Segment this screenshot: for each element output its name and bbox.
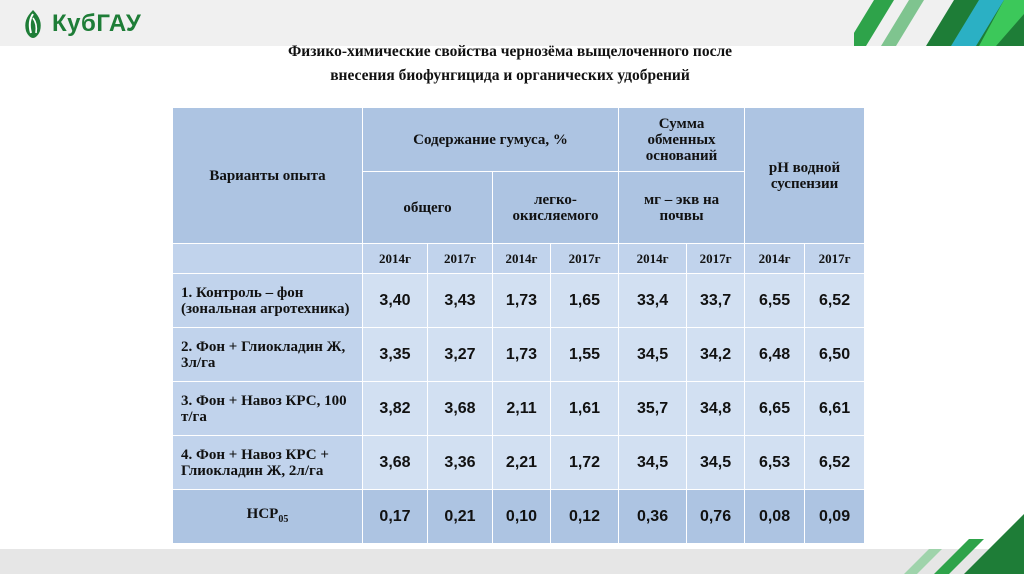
corner-decoration-bottom [874,514,1024,574]
year-header: 2017г [805,244,865,274]
title-line-2: внесения биофунгицида и органических удобрений [330,67,690,84]
table-cell: 3,43 [428,274,493,328]
header-bases-unit: мг – экв на почвы [619,172,745,244]
table-cell: 0,21 [428,490,493,544]
table-cell: 3,68 [428,382,493,436]
year-header: 2014г [745,244,805,274]
row-label: 3. Фон + Навоз КРС, 100 т/га [173,382,363,436]
header-bases: Сумма обменных оснований [619,108,745,172]
table-cell: 0,08 [745,490,805,544]
table-cell: 6,61 [805,382,865,436]
year-header: 2017г [551,244,619,274]
bottom-band [0,549,1024,574]
table-cell: 3,82 [363,382,428,436]
leaf-icon [22,9,44,39]
year-header: 2014г [363,244,428,274]
table-cell: 0,76 [687,490,745,544]
year-header: 2017г [428,244,493,274]
title-line-1: Физико-химические свойства чернозёма выщелоченного после [287,43,733,60]
table-cell: 0,36 [619,490,687,544]
table-cell: 3,68 [363,436,428,490]
logo-text: КубГАУ [52,10,142,37]
table-row [173,382,865,436]
table-cell: 1,61 [551,382,619,436]
data-table [172,107,865,544]
table-cell: 6,52 [805,436,865,490]
row-label: 2. Фон + Глиокладин Ж, 3л/га [173,328,363,382]
table-cell: 3,35 [363,328,428,382]
table-cell: 0,09 [805,490,865,544]
table-row [173,274,865,328]
lsd-row [173,490,865,544]
logo [22,8,141,40]
header-variants: Варианты опыта [173,108,363,244]
table-row [173,328,865,382]
year-header-blank [173,244,363,274]
year-header: 2014г [493,244,551,274]
table-cell: 1,55 [551,328,619,382]
table-cell: 1,72 [551,436,619,490]
table-cell: 6,52 [805,274,865,328]
table-cell: 34,5 [687,436,745,490]
table-cell: 1,73 [493,274,551,328]
table-cell: 34,2 [687,328,745,382]
table-cell: 6,48 [745,328,805,382]
table-cell: 6,65 [745,382,805,436]
table-row [173,436,865,490]
year-header: 2014г [619,244,687,274]
table-cell: 6,50 [805,328,865,382]
table-cell: 34,5 [619,328,687,382]
table-cell: 35,7 [619,382,687,436]
table-cell: 34,8 [687,382,745,436]
table-cell: 1,73 [493,328,551,382]
slide-title [200,40,820,88]
table-cell: 3,27 [428,328,493,382]
table-cell: 2,21 [493,436,551,490]
table-cell: 6,55 [745,274,805,328]
table-cell: 3,40 [363,274,428,328]
header-humus-light: легко-окисляемого [493,172,619,244]
row-label: 1. Контроль – фон (зональная агротехника) [173,274,363,328]
table-cell: 0,12 [551,490,619,544]
table-cell: 6,53 [745,436,805,490]
year-header: 2017г [687,244,745,274]
table-cell: 0,10 [493,490,551,544]
header-humus-total: общего [363,172,493,244]
lsd-label-text: НСР [246,505,279,522]
table-cell: 0,17 [363,490,428,544]
table-cell: 33,7 [687,274,745,328]
table-cell: 3,36 [428,436,493,490]
lsd-label-sub: 05 [278,513,289,525]
table-cell: 2,11 [493,382,551,436]
header-humus: Содержание гумуса, % [363,108,619,172]
row-label: 4. Фон + Навоз КРС + Глиокладин Ж, 2л/га [173,436,363,490]
header-ph: pH водной суспензии [745,108,865,244]
lsd-label [173,490,363,544]
table-cell: 34,5 [619,436,687,490]
corner-decoration-top [854,0,1024,46]
table-cell: 1,65 [551,274,619,328]
table-cell: 33,4 [619,274,687,328]
